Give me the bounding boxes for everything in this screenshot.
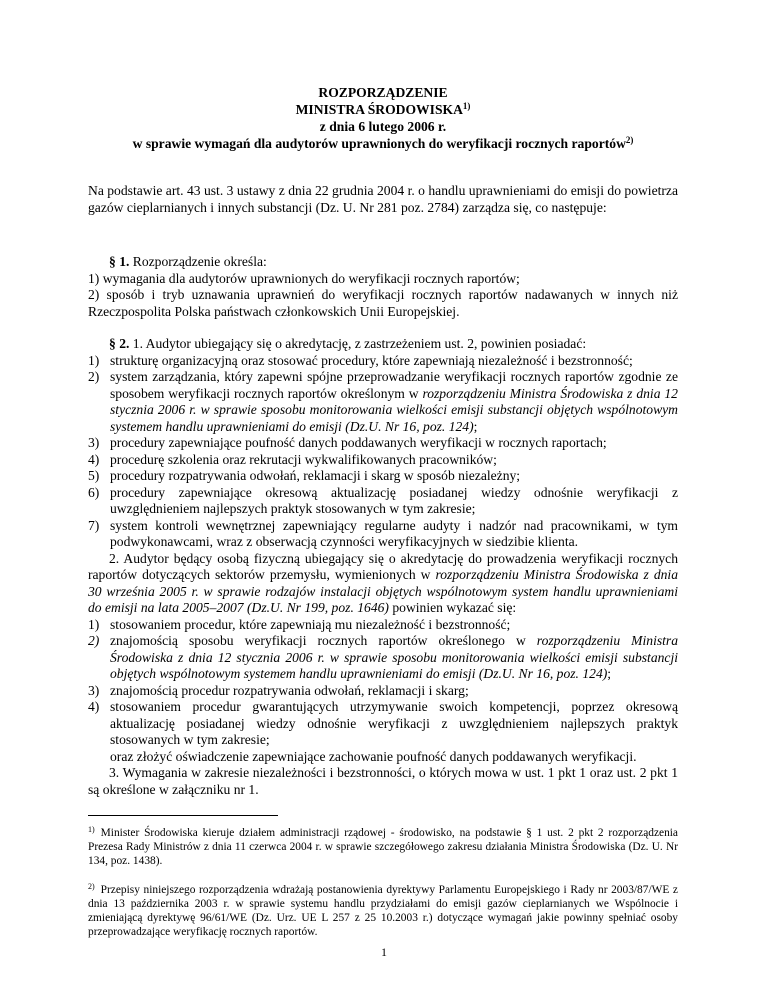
- list-item: [88, 369, 678, 435]
- section-2-paragraph-3: 3. Wymagania w zakresie niezależności i bezstronności, o których mowa w ust. 1 pkt 1 oraz ust. 2 pkt 1 są określone w załączniku nr 1.: [88, 765, 678, 797]
- section-2-list-1: [88, 353, 678, 551]
- list-item-number: 3): [88, 435, 100, 450]
- paragraph-text-italic: rozporządzeniu Ministra Środowiska z dnia 30 września 2005 r. w sprawie rodzajów instalacji objętych wspólnotowym system handlu uprawnieniami do emisji na lata 2005–2007 (Dz.U. Nr 199, poz. 1646): [88, 567, 678, 615]
- header-subject-text: w sprawie wymagań dla audytorów uprawnionych do weryfikacji rocznych raportów: [132, 136, 626, 151]
- preamble: Na podstawie art. 43 ust. 3 ustawy z dnia 22 grudnia 2004 r. o handlu uprawnieniami do emisji do powietrza gazów cieplarnianych i innych substancji (Dz. U. Nr 281 poz. 2784) zarządza się, co następuje:: [88, 183, 678, 215]
- footnote-ref-2: 2): [625, 135, 634, 145]
- footnote-1: [88, 826, 678, 869]
- list-item-text: stosowaniem procedur gwarantujących utrzymywanie swoich kompetencji, poprzez okresową aktualizację posiadanej wiedzy odnośnie weryfikacji z uwzględnieniem najlepszych praktyk stosowanych w tym zakresie;: [110, 699, 678, 747]
- list-item-number: 2): [88, 369, 100, 384]
- list-item: [88, 683, 678, 700]
- footnote-mark: 1): [88, 825, 95, 834]
- footnote-text: Przepisy niniejszego rozporządzenia wdrażają postanowienia dyrektywy Parlamentu Europejskiego i Rady nr 2003/87/WE z dnia 13 października 2003 r. w sprawie systemu handlu przydziałami do emisji gazów cieplarnianych we Wspólnocie i zmieniającą dyrektywę 96/61/WE (Dz. Urz. UE L 257 z 25 10.2003 r.) dotyczące wymagań jakie powinny spełniać osoby przeprowadzające weryfikację rocznych raportów.: [88, 883, 678, 939]
- list-item-number: 6): [88, 484, 100, 500]
- list-item-text-plain: system zarządzania, który zapewni spójne przeprowadzanie weryfikacji rocznych raportów zgodnie ze sposobem weryfikacji rocznych raportów określonym w: [110, 369, 678, 401]
- list-item: [88, 617, 678, 634]
- list-item-text: strukturę organizacyjną oraz stosować procedury, które zapewniają niezależność i bezstronność;: [110, 352, 633, 368]
- list-item: [88, 518, 678, 551]
- list-item-number: 4): [88, 699, 100, 714]
- footnote-ref-1: 1): [462, 101, 471, 111]
- list-item-text: system kontroli wewnętrznej zapewniający regularne audyty i nadzór nad pracownikami, w tym podwykonawcami, wraz z obserwacją czynności weryfikacyjnych w siedzibie klienta.: [110, 517, 678, 549]
- header-title: ROZPORZĄDZENIE: [318, 85, 448, 100]
- list-item-number: 2): [88, 633, 100, 648]
- section-2-paragraph-2: [88, 551, 678, 617]
- list-item-text: [110, 633, 678, 683]
- list-item-text: procedury zapewniające okresową aktualizację posiadanej wiedzy odnośnie weryfikacji z uwzględnieniem najlepszych praktyk stosowanych w tym zakresie;: [110, 484, 678, 516]
- document-page: [88, 84, 678, 939]
- list-item-text-italic: rozporządzeniu Ministra Środowiska z dnia 12 stycznia 2006 r. w sprawie sposobu monitorowania wielkości emisji substancji objętych wspólnotowym systemem handlu uprawnieniami do emisji (Dz.U. Nr 16, poz. 124): [110, 385, 678, 434]
- list-item: [88, 435, 678, 452]
- list-item: [88, 353, 678, 370]
- list-item-text-italic: rozporządzeniu Ministra Środowiska z dnia 12 stycznia 2006 r. w sprawie sposobu monitorowania wielkości emisji substancji objętych wspólnotowym systemem handlu uprawnieniami do emisji (Dz.U. Nr 16, poz. 124): [110, 633, 678, 681]
- section-2-number: § 2.: [109, 336, 130, 351]
- header-date: z dnia 6 lutego 2006 r.: [319, 119, 447, 134]
- list-item-text-plain: znajomością sposobu weryfikacji rocznych raportów określonego w: [110, 633, 537, 648]
- section-2-intro: [88, 336, 678, 353]
- list-item-text: procedury rozpatrywania odwołań, reklamacji i skarg w sposób niezależny;: [110, 468, 521, 483]
- footnote-text: Minister Środowiska kieruje działem administracji rządowej - środowisko, na podstawie § 1 ust. 2 pkt 2 rozporządzenia Prezesa Rady Ministrów z dnia 11 czerwca 2004 r. w sprawie szczegółowego zakresu działania Ministra Środowiska (Dz. U. Nr 134, poz. 1438).: [88, 827, 678, 868]
- header-authority: [88, 101, 678, 118]
- list-item-number: 3): [88, 682, 100, 698]
- list-item-text: procedurę szkolenia oraz rekrutacji wykwalifikowanych pracowników;: [110, 451, 497, 467]
- section-2-closing: oraz złożyć oświadczenie zapewniające zachowanie poufność danych poddawanych weryfikacji.: [110, 748, 637, 764]
- section-1-item: 2) sposób i tryb uznawania uprawnień do weryfikacji rocznych raportów nadawanych w innych niż Rzeczpospolita Polska państwach członkowskich Unii Europejskiej.: [88, 287, 678, 319]
- list-item-text: procedury zapewniające poufność danych poddawanych weryfikacji w rocznych raportach;: [110, 435, 607, 450]
- list-item-text-end: ;: [473, 418, 478, 434]
- list-item-number: 7): [88, 517, 100, 533]
- section-1-text: Rozporządzenie określa:: [129, 254, 267, 269]
- list-item: [88, 485, 678, 518]
- page-number: 1: [381, 945, 387, 959]
- paragraph-text-end: powinien wykazać się:: [388, 600, 517, 615]
- list-item: [88, 633, 678, 683]
- footnote-2: [88, 883, 678, 940]
- footnote-mark: 2): [88, 881, 95, 891]
- list-item-text-end: ;: [607, 666, 612, 681]
- section-1-intro: [88, 254, 678, 271]
- header-authority-text: MINISTRA ŚRODOWISKA: [295, 102, 463, 117]
- list-item-number: 5): [88, 468, 100, 483]
- footnote-divider: [88, 815, 278, 816]
- list-item: [88, 452, 678, 469]
- document-header: [88, 84, 678, 152]
- list-item-text: znajomością procedur rozpatrywania odwołań, reklamacji i skarg;: [110, 682, 469, 698]
- list-item: [88, 699, 678, 749]
- list-item-number: 4): [88, 451, 100, 467]
- list-item: [88, 468, 678, 485]
- list-item-number: 1): [88, 616, 100, 632]
- paragraph-text: 2. Audytor będący osobą fizyczną ubiegający się o akredytację do prowadzenia weryfikacji rocznych raportów dotyczących sektorów przemysłu, wymienionych w: [88, 550, 678, 582]
- list-item-text: stosowaniem procedur, które zapewniają mu niezależność i bezstronność;: [110, 616, 511, 632]
- list-item-text: [110, 369, 678, 435]
- section-1-number: § 1.: [109, 254, 130, 269]
- list-item-number: 1): [88, 352, 100, 368]
- section-2-list-2: [88, 617, 678, 749]
- section-1-item: 1) wymagania dla audytorów uprawnionych do weryfikacji rocznych raportów;: [88, 270, 520, 286]
- section-2-text: 1. Audytor ubiegający się o akredytację, z zastrzeżeniem ust. 2, powinien posiadać:: [129, 336, 587, 351]
- header-subject: [88, 135, 678, 152]
